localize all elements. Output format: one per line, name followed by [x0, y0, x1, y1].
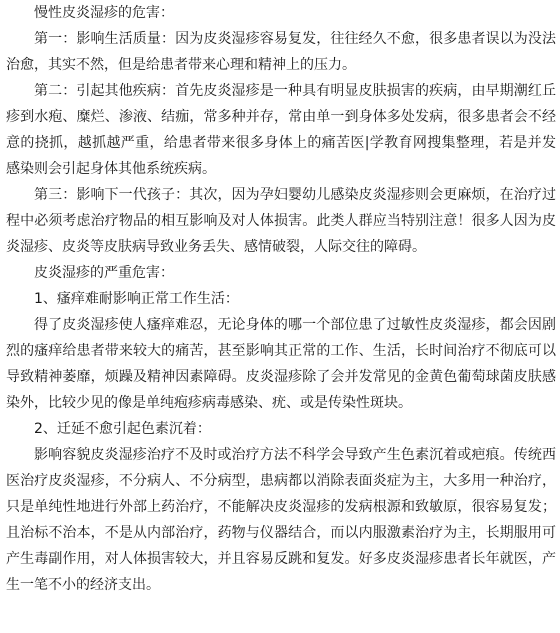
subheading-pigmentation: 2、迁延不愈引起色素沉着：: [34, 421, 211, 437]
paragraph-quality-of-life: 第一：影响生活质量：因为皮炎湿疹容易复发，往往经久不愈，很多患者误以为没法治愈，其实不然，但是给患者带来心理和精神上的压力。: [6, 31, 556, 73]
section-heading-chronic-harm: 慢性皮炎湿疹的危害：: [34, 5, 174, 21]
article-body: [6, 0, 556, 598]
paragraph-pigmentation: 影响容貌皮炎湿疹治疗不及时或治疗方法不科学会导致产生色素沉着或疤痕。传统西医治疗皮炎湿疹，不分病人、不分病型，患病都以消除表面炎症为主，大多用一种治疗，只是单纯性地进行外部上药治疗，不能解决皮炎湿疹的发病根源和致敏原，很容易复发；且治标不治本，不是从内部治疗，药物与仪器结合，而以内服激素治疗为主，长期服用可产生毒副作用，对人体损害较大，并且容易反跳和复发。好多皮炎湿疹患者长年就医，产生一笔不小的经济支出。: [6, 447, 556, 593]
section-heading-serious-harm: 皮炎湿疹的严重危害：: [34, 265, 174, 281]
paragraph-next-generation: 第三：影响下一代孩子：其次，因为孕妇婴幼儿感染皮炎湿疹则会更麻烦，在治疗过程中必须考虑治疗物品的相互影响及对人体损害。此类人群应当特别注意！很多人因为皮炎湿疹、皮炎等皮肤病导致业务丢失、感情破裂，人际交往的障碍。: [6, 187, 556, 255]
paragraph-other-diseases: 第二：引起其他疾病：首先皮炎湿疹是一种具有明显皮肤损害的疾病，由早期潮红丘疹到水疱、糜烂、渗液、结痂，常多种并存，常由单一到身体多处发病，很多患者会不经意的挠抓，越抓越严重，给患者带来很多身体上的痛苦医|学教育网搜集整理，若是并发感染则会引起身体其他系统疾病。: [6, 83, 556, 177]
paragraph-itching: 得了皮炎湿疹使人瘙痒难忍，无论身体的哪一个部位患了过敏性皮炎湿疹，都会因剧烈的瘙痒给患者带来较大的痛苦，甚至影响其正常的工作、生活，长时间治疗不彻底可以导致精神萎靡，烦躁及精神因素障碍。皮炎湿疹除了会并发常见的金黄色葡萄球菌皮肤感染外，比较少见的像是单纯疱疹病毒感染、疣、或是传染性斑块。: [6, 317, 556, 411]
subheading-itching: 1、瘙痒难耐影响正常工作生活：: [34, 291, 239, 307]
